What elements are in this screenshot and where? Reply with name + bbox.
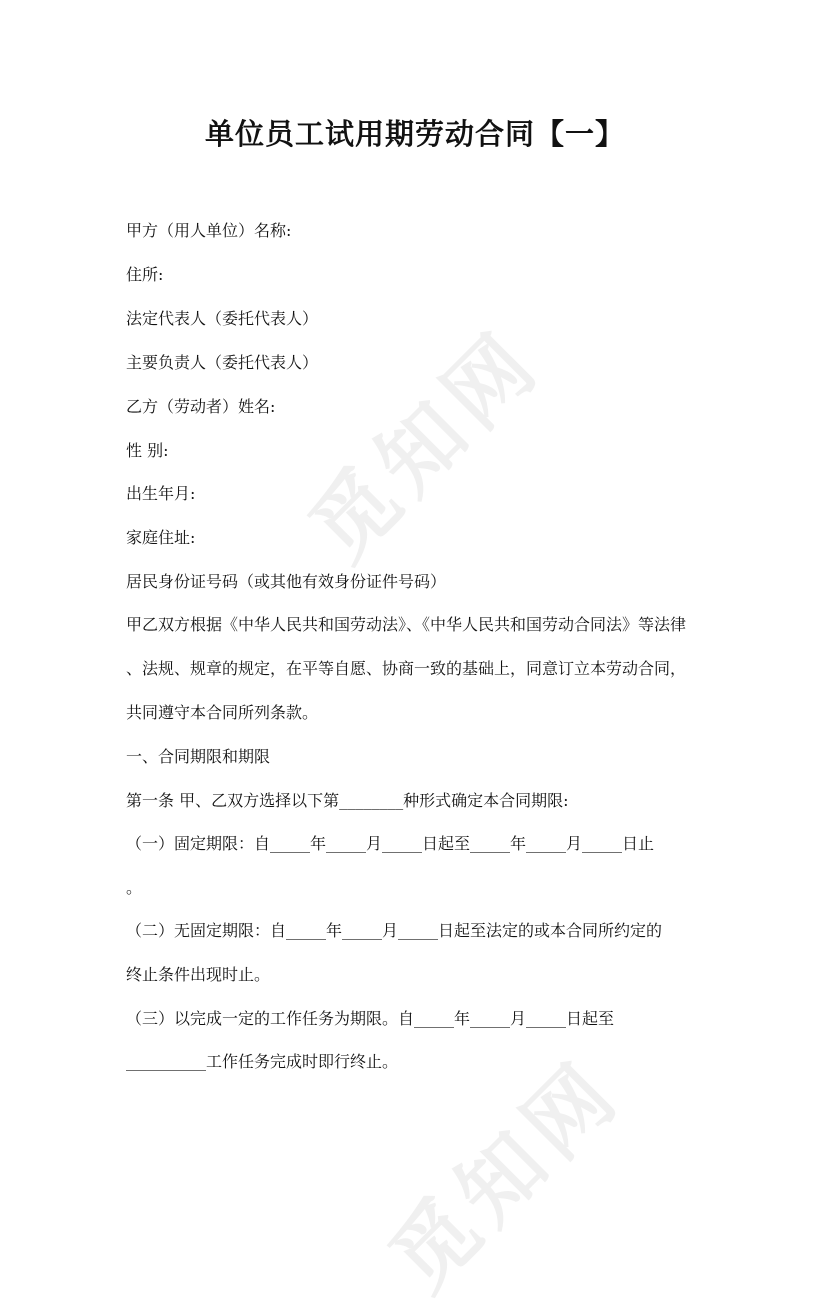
option-fixed-term-line: （一）固定期限：自_____年_____月_____日起至_____年_____月_____日止 — [126, 834, 655, 853]
watermark: 觅知网 — [371, 1040, 640, 1310]
party-b-name-line: 乙方（劳动者）姓名: — [126, 397, 276, 416]
article-line: 第一条 甲、乙双方选择以下第________种形式确定本合同期限: — [126, 791, 569, 810]
watermark: 觅知网 — [291, 310, 560, 580]
principal-line: 主要负责人（委托代表人） — [126, 353, 319, 372]
option-task-term-end: __________工作任务完成时即行终止。 — [126, 1052, 399, 1071]
document-title: 单位员工试用期劳动合同【一】 — [204, 117, 625, 151]
home-address-line: 家庭住址: — [126, 528, 196, 547]
option-open-term-end: 终止条件出现时止。 — [126, 965, 271, 984]
legal-rep-line: 法定代表人（委托代表人） — [126, 309, 319, 328]
paragraph-line: 共同遵守本合同所列条款。 — [126, 703, 319, 722]
birth-date-line: 出生年月: — [126, 484, 196, 503]
gender-line: 性 别: — [126, 441, 169, 460]
section-heading: 一、合同期限和期限 — [126, 747, 271, 766]
option-task-term-line: （三）以完成一定的工作任务为期限。自_____年_____月_____日起至 — [126, 1009, 615, 1028]
paragraph-line: 、法规、规章的规定，在平等自愿、协商一致的基础上，同意订立本劳动合同， — [126, 659, 687, 678]
option-open-term-line: （二）无固定期限：自_____年_____月_____日起至法定的或本合同所约定的 — [126, 921, 663, 940]
id-number-line: 居民身份证号码（或其他有效身份证件号码） — [126, 572, 447, 591]
address-line: 住所: — [126, 265, 164, 284]
option-fixed-term-end: 。 — [126, 878, 143, 897]
party-a-name-line: 甲方（用人单位）名称: — [126, 221, 292, 240]
paragraph-line: 甲乙双方根据《中华人民共和国劳动法》、《中华人民共和国劳动合同法》等法律 — [126, 615, 687, 634]
